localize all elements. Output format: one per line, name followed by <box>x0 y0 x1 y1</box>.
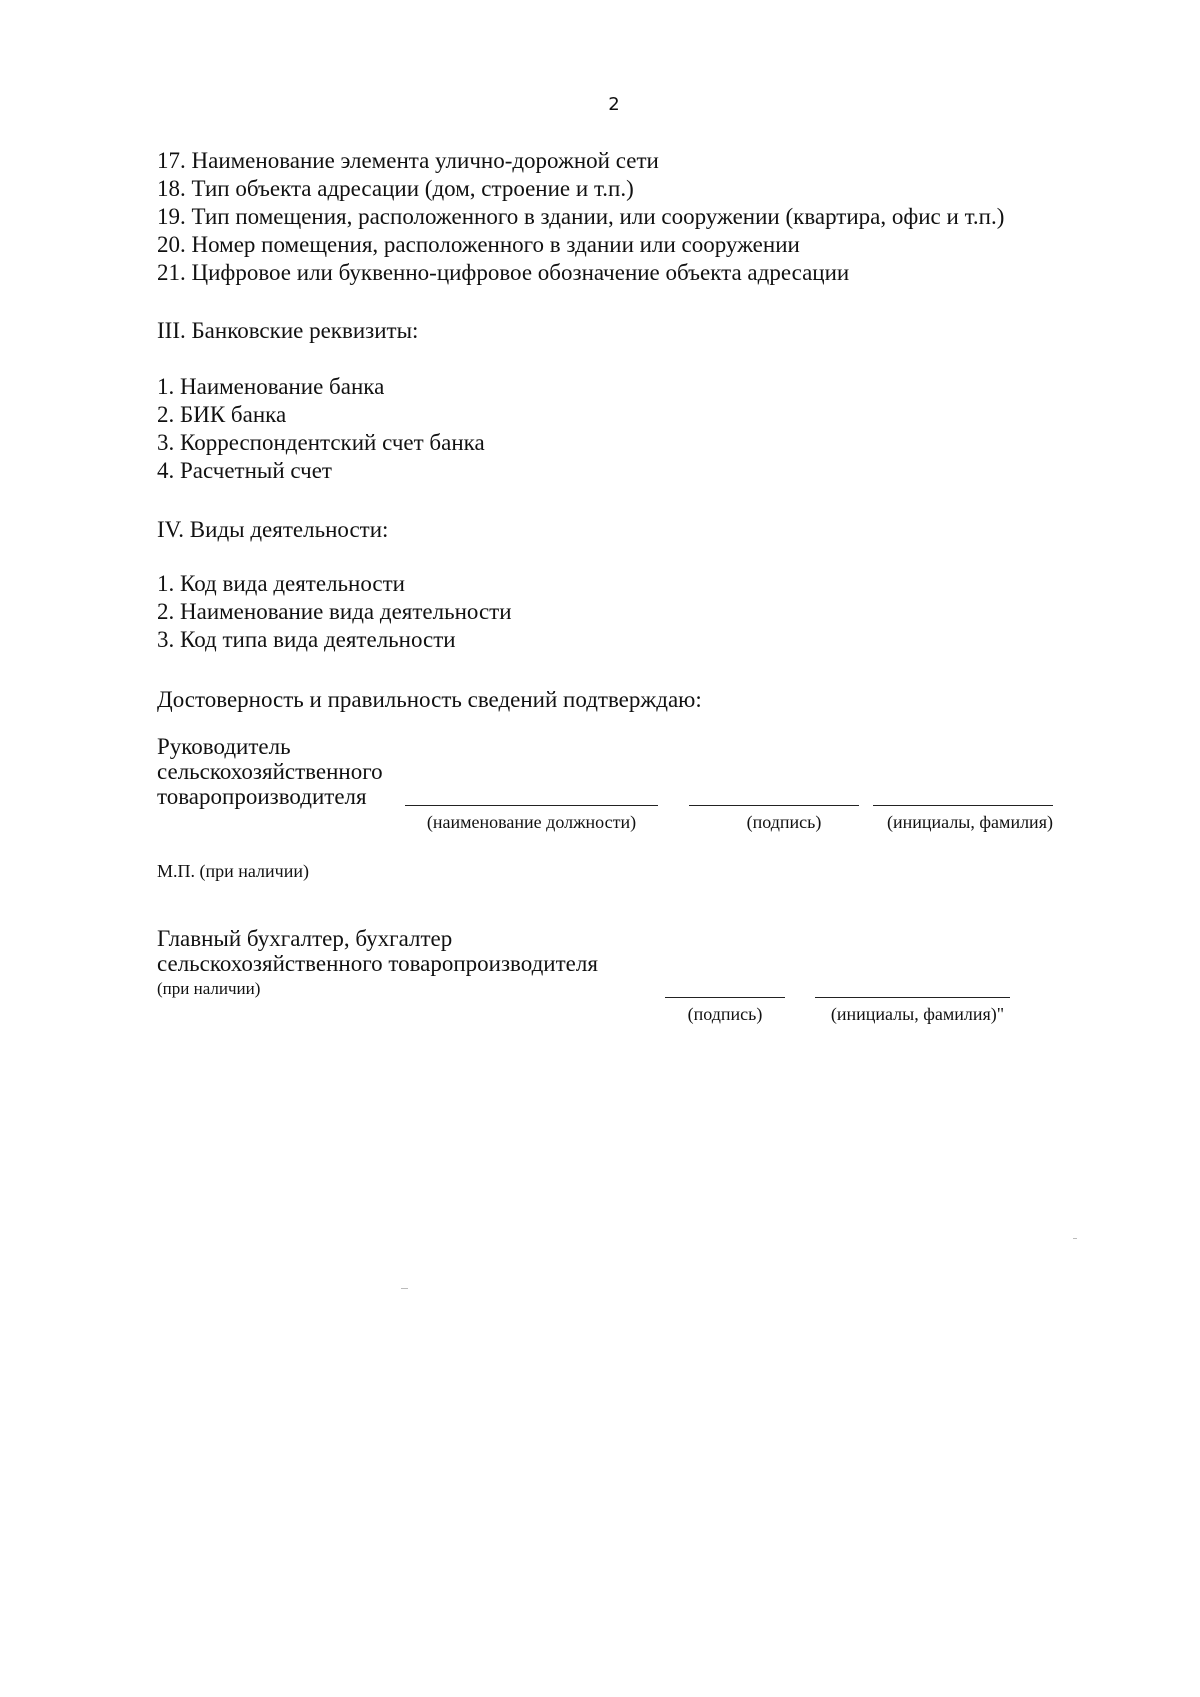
bank-items-list <box>157 373 485 485</box>
position-signature-line <box>405 805 658 806</box>
list-item: 1. Наименование банка <box>157 374 385 399</box>
list-item: 3. Корреспондентский счет банка <box>157 430 485 455</box>
list-item: 2. Наименование вида деятельности <box>157 599 512 624</box>
accountant-note: (при наличии) <box>157 979 261 998</box>
accountant-signature-caption: (подпись) <box>687 1004 763 1024</box>
head-title-line: Руководитель <box>157 734 291 759</box>
list-item: 20. Номер помещения, расположенного в здании или сооружении <box>157 232 800 257</box>
confirmation-text: Достоверность и правильность сведений подтверждаю: <box>157 687 702 712</box>
list-item: 18. Тип объекта адресации (дом, строение и т.п.) <box>157 176 634 201</box>
accountant-title-line: сельскохозяйственного товаропроизводителя <box>157 951 598 976</box>
name-signature-line <box>873 805 1053 806</box>
accountant-title-line: Главный бухгалтер, бухгалтер <box>157 926 453 951</box>
list-item: 17. Наименование элемента улично-дорожной сети <box>157 148 659 173</box>
list-item: 21. Цифровое или буквенно-цифровое обозначение объекта адресации <box>157 260 850 285</box>
list-item: 2. БИК банка <box>157 402 287 427</box>
page-number: 2 <box>608 94 620 115</box>
bank-section-heading: III. Банковские реквизиты: <box>157 318 419 343</box>
scan-speck <box>1073 1238 1077 1239</box>
head-title-line: товаропроизводителя <box>157 784 367 809</box>
activity-items-list <box>157 570 512 654</box>
position-caption: (наименование должности) <box>426 812 637 832</box>
signature-line <box>689 805 859 806</box>
head-title-line: сельскохозяйственного <box>157 759 383 784</box>
scan-speck <box>401 1288 408 1289</box>
address-items-list <box>157 147 1004 287</box>
stamp-note: М.П. (при наличии) <box>157 861 309 881</box>
accountant-name-signature-line <box>815 997 1010 998</box>
signature-caption: (подпись) <box>746 812 822 832</box>
accountant-name-caption: (инициалы, фамилия)" <box>830 1004 1005 1024</box>
list-item: 4. Расчетный счет <box>157 458 332 483</box>
list-item: 1. Код вида деятельности <box>157 571 405 596</box>
name-caption: (инициалы, фамилия) <box>887 812 1053 832</box>
accountant-signature-line <box>665 997 785 998</box>
activity-section-heading: IV. Виды деятельности: <box>157 517 389 542</box>
list-item: 3. Код типа вида деятельности <box>157 627 456 652</box>
list-item: 19. Тип помещения, расположенного в здании, или сооружении (квартира, офис и т.п.) <box>157 204 1005 229</box>
